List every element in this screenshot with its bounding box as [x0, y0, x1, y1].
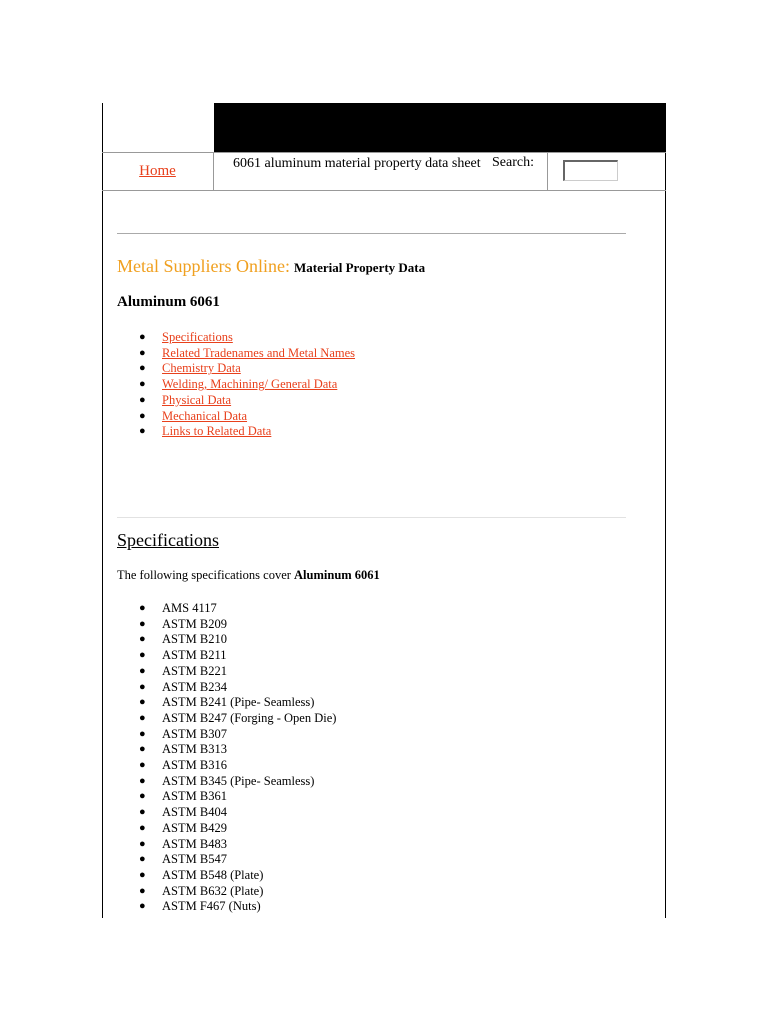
bullet-icon: ● [139, 868, 146, 881]
list-item [117, 617, 336, 633]
list-item [117, 680, 336, 696]
bullet-icon: ● [139, 680, 146, 693]
divider-section [117, 517, 626, 518]
spec-item: ASTM B361 [162, 789, 227, 804]
list-item [117, 695, 336, 711]
specifications-heading: Specifications [117, 530, 219, 550]
home-link[interactable]: Home [139, 163, 176, 179]
bullet-icon: ● [139, 900, 146, 913]
bullet-icon: ● [139, 806, 146, 819]
list-item [117, 758, 336, 774]
home-cell [102, 153, 214, 190]
spec-item: ASTM B241 (Pipe- Seamless) [162, 695, 315, 710]
bullet-icon: ● [139, 837, 146, 850]
list-item [117, 424, 355, 440]
page-title: 6061 aluminum material property data sheet [233, 156, 481, 171]
list-item [117, 805, 336, 821]
list-item [117, 330, 355, 346]
bullet-icon: ● [139, 633, 146, 646]
bullet-icon: ● [139, 821, 146, 834]
spec-item: ASTM B483 [162, 836, 227, 851]
spec-item: ASTM B313 [162, 742, 227, 757]
spec-item: AMS 4117 [162, 601, 217, 615]
list-item [117, 774, 336, 790]
list-item [117, 393, 355, 409]
spec-item: ASTM B221 [162, 663, 227, 678]
list-item [117, 821, 336, 837]
bullet-icon: ● [139, 696, 146, 709]
spec-item: ASTM B345 (Pipe- Seamless) [162, 773, 315, 788]
list-item [117, 632, 336, 648]
divider-top [117, 233, 626, 234]
search-cell [548, 153, 666, 190]
link-chemistry-data[interactable]: Chemistry Data [162, 361, 241, 376]
intro-material: Aluminum 6061 [294, 568, 380, 582]
spec-item: ASTM B316 [162, 758, 227, 773]
list-item [117, 648, 336, 664]
bullet-icon: ● [139, 393, 146, 406]
link-related-data[interactable]: Links to Related Data [162, 424, 272, 439]
bullet-icon: ● [139, 617, 146, 630]
link-related-tradenames[interactable]: Related Tradenames and Metal Names [162, 345, 356, 360]
bullet-icon: ● [139, 602, 146, 614]
search-label: Search: [482, 153, 548, 190]
spec-item: ASTM B210 [162, 632, 227, 647]
bullet-icon: ● [139, 711, 146, 724]
site-name: Metal Suppliers Online: [117, 256, 290, 276]
spec-item: ASTM B429 [162, 820, 227, 835]
bullet-icon: ● [139, 425, 146, 438]
bullet-icon: ● [139, 649, 146, 662]
list-item [117, 346, 355, 362]
spec-item: ASTM B234 [162, 679, 227, 694]
header-row [102, 152, 666, 191]
list-item [117, 664, 336, 680]
bullet-icon: ● [139, 331, 146, 343]
section-links-list [117, 330, 355, 440]
spec-item: ASTM B548 (Plate) [162, 867, 264, 882]
site-heading [117, 256, 425, 277]
spec-item: ASTM B247 (Forging - Open Die) [162, 710, 337, 725]
link-welding-machining[interactable]: Welding, Machining/ General Data [162, 377, 338, 392]
bullet-icon: ● [139, 362, 146, 375]
bullet-icon: ● [139, 378, 146, 391]
link-mechanical-data[interactable]: Mechanical Data [162, 408, 248, 423]
header-banner [214, 103, 666, 152]
list-item [117, 868, 336, 884]
spec-item: ASTM B632 (Plate) [162, 883, 264, 898]
list-item [117, 727, 336, 743]
list-item [117, 361, 355, 377]
spec-item: ASTM F467 (Nuts) [162, 899, 261, 914]
bullet-icon: ● [139, 759, 146, 772]
list-item [117, 852, 336, 868]
link-physical-data[interactable]: Physical Data [162, 392, 232, 407]
site-subtitle: Material Property Data [293, 260, 426, 275]
specifications-intro [117, 568, 380, 583]
link-specifications[interactable]: Specifications [162, 330, 233, 344]
bullet-icon: ● [139, 884, 146, 897]
list-item [117, 742, 336, 758]
bullet-icon: ● [139, 409, 146, 422]
material-title: Aluminum 6061 [117, 294, 220, 310]
bullet-icon: ● [139, 853, 146, 866]
bullet-icon: ● [139, 346, 146, 359]
list-item [117, 711, 336, 727]
specifications-list [117, 601, 336, 915]
list-item [117, 409, 355, 425]
intro-text: The following specifications cover [117, 568, 291, 582]
spec-item: ASTM B209 [162, 616, 227, 631]
list-item [117, 789, 336, 805]
bullet-icon: ● [139, 790, 146, 803]
list-item [117, 837, 336, 853]
list-item [117, 899, 336, 915]
spec-item: ASTM B211 [162, 648, 227, 663]
spec-item: ASTM B547 [162, 852, 227, 867]
spec-item: ASTM B307 [162, 726, 227, 741]
search-input[interactable] [563, 160, 618, 181]
spec-item: ASTM B404 [162, 805, 227, 820]
list-item [117, 377, 355, 393]
bullet-icon: ● [139, 664, 146, 677]
bullet-icon: ● [139, 727, 146, 740]
list-item [117, 884, 336, 900]
bullet-icon: ● [139, 743, 146, 756]
list-item [117, 601, 336, 617]
bullet-icon: ● [139, 774, 146, 787]
